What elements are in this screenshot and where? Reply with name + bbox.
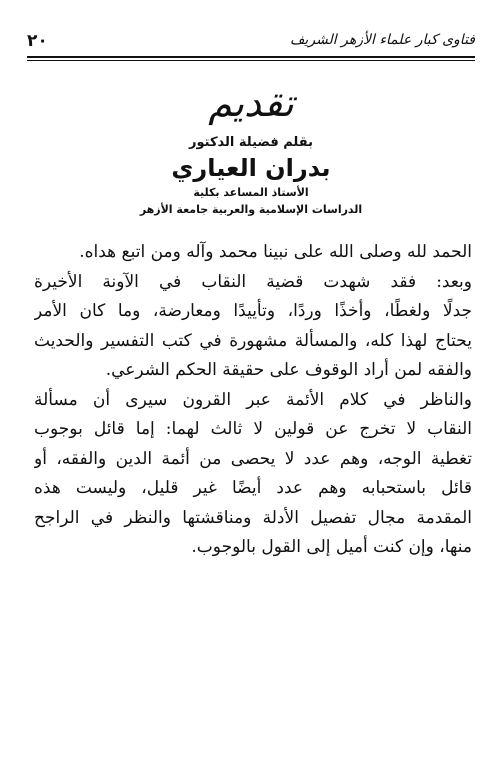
author-block [0,134,502,218]
body-line: وبعد: فقد شهدت قضية النقاب في الآونة الأخيرة [34,271,472,292]
body-line: يحتاج لهذا كله، والمسألة مشهورة في كتب التفسير والحديث [34,330,472,351]
author-department: الدراسات الإسلامية والعربية جامعة الأزهر [139,203,363,216]
body-line: النقاب لا تخرج عن قولين لا ثالث لهما: إما قائل بوجوب [34,419,472,439]
body-text [34,238,472,563]
author-position: الأستاذ المساعد بكلية [193,186,309,199]
body-line: والناظر في كلام الأئمة عبر القرون سيرى أن مسألة [34,389,472,410]
section-title: تقديم [208,81,294,125]
author-by-line: بقلم فضيلة الدكتور [189,135,313,150]
body-line: المقدمة مجال تفصيل الأدلة ومناقشتها والنظر في الراجح [34,507,472,528]
page-header [27,28,475,68]
body-line: والفقه لمن أراد الوقوف على حقيقة الحكم الشرعي. [105,360,472,380]
body-line: تغطية الوجه، وهم عدد لا يحصى من أئمة الدين والفقه، أو [34,448,472,469]
body-line: قائل باستحبابه وهم عدد أيضًا غير قليل، وليست هذه [34,478,472,498]
body-line: منها، وإن كنت أميل إلى القول بالوجوب. [191,537,472,557]
body-line: الحمد لله وصلى الله على نبينا محمد وآله ومن اتبع هداه. [79,242,472,262]
header-rule [27,56,475,61]
author-name: بدران العياري [171,154,331,182]
running-title: فتاوى كبار علماء الأزهر الشريف [289,32,475,48]
page-number: ٢٠ [27,31,48,51]
body-line: جدلًا ولغطًا، وأخذًا وردًا، وتأييدًا ومعارضة، وما كان الأمر [34,301,472,321]
